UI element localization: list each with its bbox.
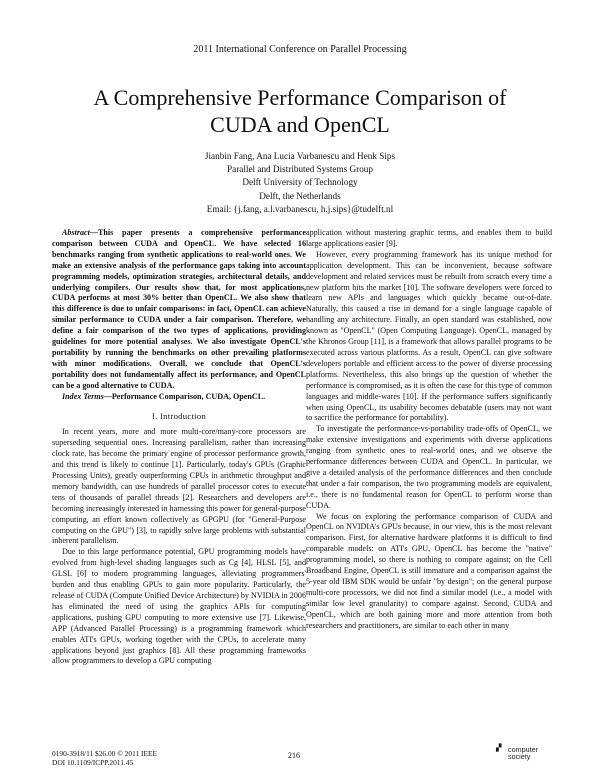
doi-line: DOI 10.1109/ICPP.2011.45 [52,758,134,768]
copyright-line: 0190-3918/11 $26.00 © 2011 IEEE [52,749,158,758]
abstract [52,228,306,392]
author-group: Parallel and Distributed Systems Group [227,164,373,175]
conference-header: 2011 International Conference on Parallel Processing [193,44,407,55]
paragraph: application without mastering graphic terms, and enables them to build large applications easier [9]. [306,228,552,248]
paragraph: In recent years, more and more multi-core/many-core processors are superseding sequential ones. Increasing parallelism, rather than increasing clock rate, has become the primary engine of processor performance growth, and this trend is likely to continue [1]. Particularly, today's GPUs (Graphic Processing Units), greatly outperforming CPUs in arithmetic throughput and memory bandwidth, can use hundreds of parallel processor cores to execute tens of thousands of parallel threads [2]. Researchers and developers are becoming increasingly interested in harnessing this power for general-purpose computing, an effort known collectively as GPGPU (for "General-Purpose computing on the GPU") [3], to rapidly solve large problems with substantial inherent parallelism. [52,427,306,546]
author-university: Delft University of Technology [242,177,358,188]
author-location: Delft, the Netherlands [259,190,341,201]
paper-title [40,84,560,138]
copyright-footer [52,749,157,768]
index-terms-text: —Performance Comparison, CUDA, OpenCL. [103,391,266,401]
page-number: 216 [288,751,300,760]
title-line-2: CUDA and OpenCL [210,112,390,137]
paragraph: To investigate the performance-vs-portability trade-offs of OpenCL, we make extensive investigations and experiments with diverse applications ranging from synthetic ones to real-world ones, and we observe the performance differences between CUDA and OpenCL. In particular, we give a detailed analysis of the performance differences and then conclude that under a fair comparison, the two programming models are equivalent, i.e., there is no fundamental reason for OpenCL to perform worse than CUDA. [306,424,552,510]
left-column [52,228,306,667]
logo-text: computer society [508,745,538,762]
paragraph: Due to this large performance potential, GPU programming models have evolved from high-level shading languages such as Cg [4], HLSL [5], and GLSL [6] to modern programming languages, alleviating programmers' burden and thus enabling GPUs to gain more popularity. Particularly, the release of CUDA (Compute Unified Device Architecture) by NVIDIA in 2006 has eliminated the need of using the graphics APIs for computing applications, pushing GPU computing to more extensive use [7]. Likewise, APP (Advanced Parallel Processing) is a programming framework which enables ATI's GPUs, working together with the CPUs, to accelerate many applications beyond just graphics [8]. All these programming frameworks allow programmers to develop a GPU computing [52,547,306,666]
paragraph: However, every programming framework has its unique method for application development. This can be inconvenient, because software development and related services must be rebuilt from scratch every time a new platform hits the market [10]. The software developers were forced to learn new APIs and languages which quickly became out-of-date. Naturally, this caused a rise in demand for a single language capable of handling any architecture. Finally, an open standard was established, now known as "OpenCL" (Open Computing Language). OpenCL, managed by the Khronos Group [11], is a framework that allows parallel programs to be executed across various platforms. As a result, OpenCL can give software developers portable and efficient access to the power of diverse processing platforms. Nevertheless, this also brings up the question of whether the performance is compromised, as it is often the case for this type of common languages and middle-wares [10]. If the performance suffers significantly when using OpenCL, its usability becomes debatable (users may not want to sacrifice the performance for portability). [306,249,552,423]
abstract-text: —This paper presents a comprehensive performance comparison between CUDA and OpenCL. We have selected 16 benchmarks ranging from synthetic applications to real-world ones. We make an extensive analysis of the performance gaps taking into account programming models, optimization strategies, architectural details, and underlying compilers. Our results show that, for most applications, CUDA performs at most 30% better than OpenCL. We also show that this difference is due to unfair comparisons: in fact, OpenCL can achieve similar performance to CUDA under a fair comparison. Therefore, we define a fair comparison of the two types of applications, providing guidelines for more potential analyses. We also investigate OpenCL's portability by running the benchmarks on other prevailing platforms with minor modifications. Overall, we conclude that OpenCL's portability does not fundamentally affect its performance, and OpenCL can be a good alternative to CUDA. [52,228,306,390]
section-heading: I. Introduction [151,410,207,421]
author-names: Jianbin Fang, Ana Lucia Varbanescu and Henk Sips [204,151,396,161]
computer-society-logo [496,744,556,768]
author-email: Email: {j.fang, a.l.varbanescu, h.j.sips}@tudelft.nl [206,203,394,214]
author-block [40,150,560,216]
index-terms [52,392,306,403]
paragraph: We focus on exploring the performance comparison of CUDA and OpenCL on NVIDIA's GPUs because, in our view, this is the most relevant comparison. First, for alternative hardware platforms it is difficult to find comparable models: on ATI's GPU, OpenCL has become the "native" programming model, so there is nothing to compare against; on the Cell Broadband Engine, OpenCL is still immature and a comparison against the 5-year old IBM SDK would be unfair "by design"; on the general purpose multi-core processors, we did not find a similar model (i.e., a model with similar low level granularity) to compare against. Second, CUDA and OpenCL, which are both gaining more and more attention from both researchers and practitioners, are similar to each other in many [306,511,552,630]
ieee-logo-icon: ▞ [496,744,502,752]
title-line-1: A Comprehensive Performance Comparison of [93,85,507,110]
abstract-label: Abstract [62,228,90,237]
index-terms-label: Index Terms [62,391,104,401]
right-column [306,228,552,632]
